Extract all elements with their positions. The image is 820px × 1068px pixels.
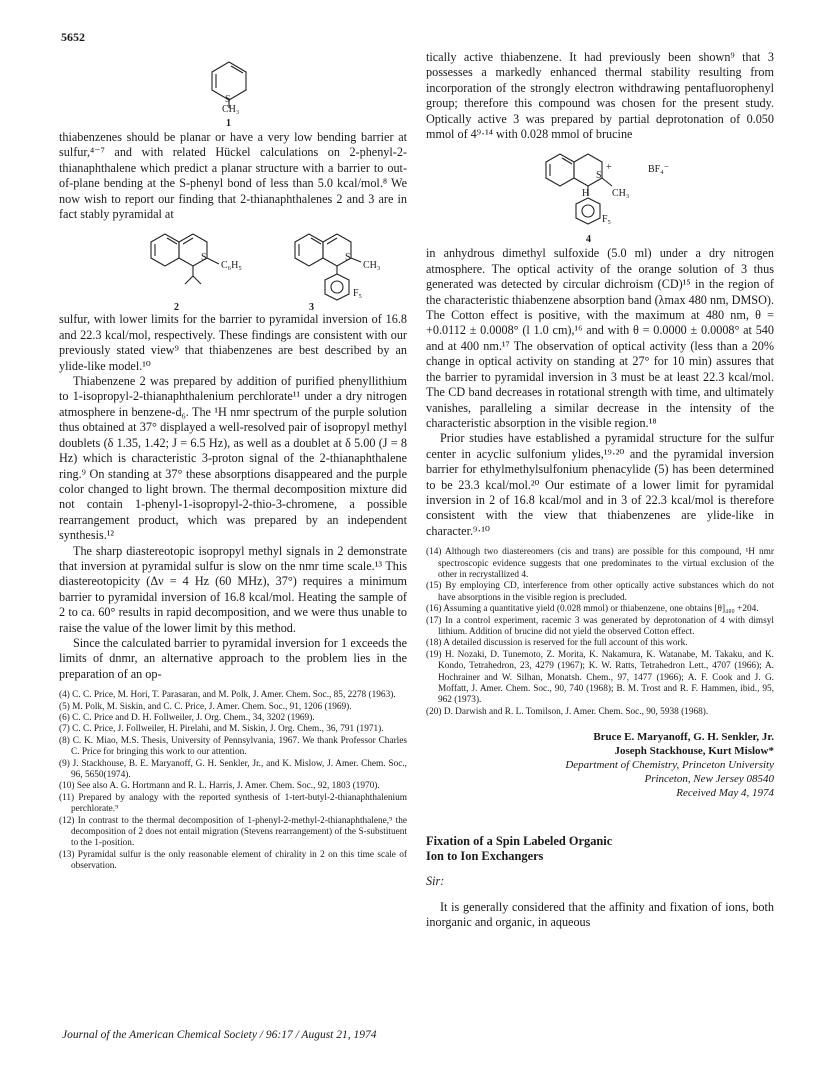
- article-title: [426, 834, 774, 864]
- plus-charge: +: [606, 162, 612, 174]
- structure-1: [59, 50, 407, 130]
- compound-number: 4: [586, 234, 591, 246]
- footnote: (19) H. Nozaki, D. Tunemoto, Z. Morita, K. Nakamura, K. Watanabe, M. Takaku, and K. Kondo, Tetrahedron, 23, 4279 (1967); K. W. Ratts, Tetrahedron Lett., 4707 (1966); A. Hochrainer and W. Silhan, Monatsh. Chem., 97, 1477 (1966); A. F. Cook and J. G. Moffatt, J. Amer. Chem. Soc., 90, 740 (1968); B. M. Trost and R. F. Hammen, ibid., 95, 962 (1973).: [426, 649, 774, 706]
- structure-4-drawing: [426, 142, 774, 246]
- paragraph: Thiabenzene 2 was prepared by addition of purified phenyllithium to 1-isopropyl-2-thianaphthalenium perchlorate¹¹ under a dry nitrogen atmosphere in benzene-d₆. The ¹H nmr spectrum of the purple solution thus obtained at 37° displayed a well-resolved pair of isopropyl methyl doublets (δ 1.35, 1.42; J = 6.5 Hz), as well as a doublet at δ 5.00 (J = 8 Hz) which is characteristic 3-proton signal of the 2-thianaphthalene ring.⁹ On standing at 37° these absorptions disappeared and the purple color changed to light brown. The thermal decomposition mixture did not contain 1-phenyl-1-isopropyl-2-thio-3-chromene, a possible rearrangement product, which was prepared by an independent synthesis.¹²: [59, 374, 407, 543]
- author-names: Joseph Stackhouse, Kurt Mislow*: [614, 745, 774, 758]
- s-atom-label: S: [201, 252, 207, 264]
- f5-label: F₅: [602, 214, 612, 226]
- title-line: Fixation of a Spin Labeled Organic: [426, 834, 613, 849]
- footnote: (13) Pyramidal sulfur is the only reasonable element of chirality in 2 on this time scale of observation.: [59, 849, 407, 872]
- ch3-label: CH₃: [363, 260, 381, 272]
- salutation: Sir:: [426, 874, 445, 889]
- footnote: (7) C. C. Price, J. Follweiler, H. Pirelahi, and M. Siskin, J. Org. Chem., 36, 791 (1971).: [59, 724, 384, 735]
- bf4-label: BF₄⁻: [648, 164, 669, 176]
- footnote: (20) D. Darwish and R. L. Tomilson, J. Amer. Chem. Soc., 90, 5938 (1968).: [426, 706, 709, 717]
- f5-label: F₅: [353, 288, 363, 300]
- paragraph: tically active thiabenzene. It had previously been shown⁹ that 3 possesses a markedly enhanced thermal stability resulting from incorporation of the strongly electron withdrawing pentafluorophenyl group; therefore this compound was chosen for the present study. Optically active 3 was prepared by partial deprotonation of 0.050 mmol of 4⁹·¹⁴ with 0.028 mmol of brucine: [426, 50, 774, 142]
- right-column: [426, 50, 774, 930]
- structures-2-3: [59, 222, 407, 312]
- paragraph: in anhydrous dimethyl sulfoxide (5.0 ml) under a dry nitrogen atmosphere. The optical activity of the orange solution of 3 thus generated was detected by circular dichroism (CD)¹⁵ in the region of the characteristic thiabenzene absorption band (λmax 480 nm, DMSO). The Cotton effect is positive, with the maximum at 480 nm, θ = +0.0112 ± 0.0008° (l 1.0 cm),¹⁶ and with θ = 0.0000 ± 0.0008° at 540 and at 400 nm.¹⁷ The observation of optical activity (less than a 20% change in optical activity on standing at 27° for 10 min) assures that the barrier to pyramidal inversion in 3 must be at least 22.3 kcal/mol. The CD band decreases in rotational strength with time, and ultimately vanishes, paralleling a similar decrease in the intensity of the characteristic absorption in the visible region.¹⁸: [426, 246, 774, 430]
- page-number: 5652: [61, 30, 85, 44]
- received-date: Received May 4, 1974: [676, 787, 774, 800]
- affiliation: Department of Chemistry, Princeton University: [565, 759, 774, 772]
- ch3-label: CH₃: [612, 188, 630, 200]
- footnotes: [59, 690, 407, 873]
- affiliation: Princeton, New Jersey 08540: [644, 773, 774, 786]
- footnote: (16) Assuming a quantitative yield (0.028 mmol) or thiabenzene, one obtains [θ]₄₈₀ +204.: [426, 604, 759, 615]
- author-names: Bruce E. Maryanoff, G. H. Senkler, Jr.: [593, 731, 774, 744]
- compound-number: 1: [226, 118, 231, 129]
- compound-number: 3: [309, 302, 314, 314]
- h-label: H: [582, 188, 590, 200]
- s-atom-label: S: [345, 252, 351, 264]
- paragraph: It is generally considered that the affinity and fixation of ions, both inorganic and organic, in aqueous: [426, 899, 774, 930]
- journal-footer: Journal of the American Chemical Society / 96:17 / August 21, 1974: [62, 1029, 377, 1041]
- paragraph: thiabenzenes should be planar or have a very low bending barrier at sulfur,⁴⁻⁷ and with related Hückel calculations on 2-phenyl-2-thianaphthalene which predict a planar structure with a barrier to out-of-plane bending at the S-phenyl bond of less than 5.0 kcal/mol.⁸ We now wish to report our finding that 2-thianaphthalenes 2 and 3 are in fact stably pyramidal at: [59, 130, 407, 222]
- compound-number: 2: [174, 302, 179, 314]
- footnote: (9) J. Stackhouse, B. E. Maryanoff, G. H. Senkler, Jr., and K. Mislow, J. Amer. Chem. Soc., 96, 5650(1974).: [59, 758, 407, 781]
- paragraph: Since the calculated barrier to pyramidal inversion for 1 exceeds the limits of dnmr, an alternative approach to the problem lies in the preparation of an op-: [59, 635, 407, 681]
- footnote: (8) C. K. Miao, M.S. Thesis, University of Pennsylvania, 1967. We thank Professor Charles C. Price for bringing this work to our attention.: [59, 735, 407, 758]
- footnote: (17) In a control experiment, racemic 3 was generated by deprotonation of 4 with dimsyl lithium. Addition of brucine did not yield the observed Cotton effect.: [426, 615, 774, 637]
- paragraph: The sharp diastereotopic isopropyl methyl signals in 2 demonstrate that inversion at pyramidal sulfur is slow on the nmr time scale.¹³ This diastereotopicity (Δν = 4 Hz (60 MHz), 37°) requires a minimum barrier to pyramidal inversion of 16.8 kcal/mol. Heating the sample of 2 to ca. 60° results in rapid decomposition, and we were thus unable to raise the value of the lower limit by this method.: [59, 543, 407, 635]
- left-column: [59, 50, 407, 873]
- c6h5-label: C₆H₅: [221, 260, 242, 272]
- paragraph: Prior studies have established a pyramidal structure for the sulfur center in acyclic sulfonium ylides,¹⁹·²⁰ and the pyramidal inversion barrier for ethylmethylsulfonium phenacylide (5) has been determined to be 23.3 kcal/mol.²⁰ Our estimate of a lower limit for pyramidal inversion in 2 of 16.8 kcal/mol and in 3 of 22.3 kcal/mol is therefore consistent with the view that thiabenzenes are ylide-like in character.⁹·¹⁰: [426, 431, 774, 538]
- footnote: (14) Although two diastereomers (cis and trans) are possible for this compound, ¹H nmr spectroscopic evidence suggests that one predominates to the virtual exclusion of the other in recrystallized 4.: [426, 547, 774, 580]
- footnote: (15) By employing CD, interference from other optically active substances which do not have absorptions in the visible region is precluded.: [426, 581, 774, 603]
- s-atom-label: S: [596, 170, 602, 182]
- author-block: [426, 730, 774, 800]
- footnote: (5) M. Polk, M. Siskin, and C. C. Price, J. Amer. Chem. Soc., 91, 1206 (1969).: [59, 701, 352, 712]
- footnote: (12) In contrast to the thermal decomposition of 1-phenyl-2-methyl-2-thianaphthalene,⁹ the decomposition of 2 does not entail migration (Stevens rearrangement) of the S-substituent to the 1-position.: [59, 815, 407, 849]
- footnote: (4) C. C. Price, M. Hori, T. Parasaran, and M. Polk, J. Amer. Chem. Soc., 85, 2278 (1963).: [59, 690, 396, 701]
- title-line: Ion to Ion Exchangers: [426, 849, 544, 864]
- footnote: (6) C. C. Price and D. H. Follweiler, J. Org. Chem., 34, 3202 (1969).: [59, 713, 315, 723]
- paragraph: sulfur, with lower limits for the barrier to pyramidal inversion of 16.8 and 22.3 kcal/mol, respectively. These findings are consistent with our previously stated view⁹ that thiabenzenes are best described by an ylide-like model.¹⁰: [59, 312, 407, 373]
- footnotes: [426, 547, 774, 718]
- footnote: (10) See also A. G. Hortmann and R. L. Harris, J. Amer. Chem. Soc., 92, 1803 (1970).: [59, 781, 380, 792]
- structure-4: [426, 142, 774, 246]
- footnote: (11) Prepared by analogy with the reported synthesis of 1-tert-butyl-2-thianaphthalenium perchlorate.⁹: [59, 792, 407, 815]
- structure-1-drawing: [59, 50, 407, 130]
- ch3-label: CH₃: [222, 104, 240, 115]
- footnote: (18) A detailed discussion is reserved for the full account of this work.: [426, 638, 688, 649]
- s-atom-label: S: [225, 94, 231, 105]
